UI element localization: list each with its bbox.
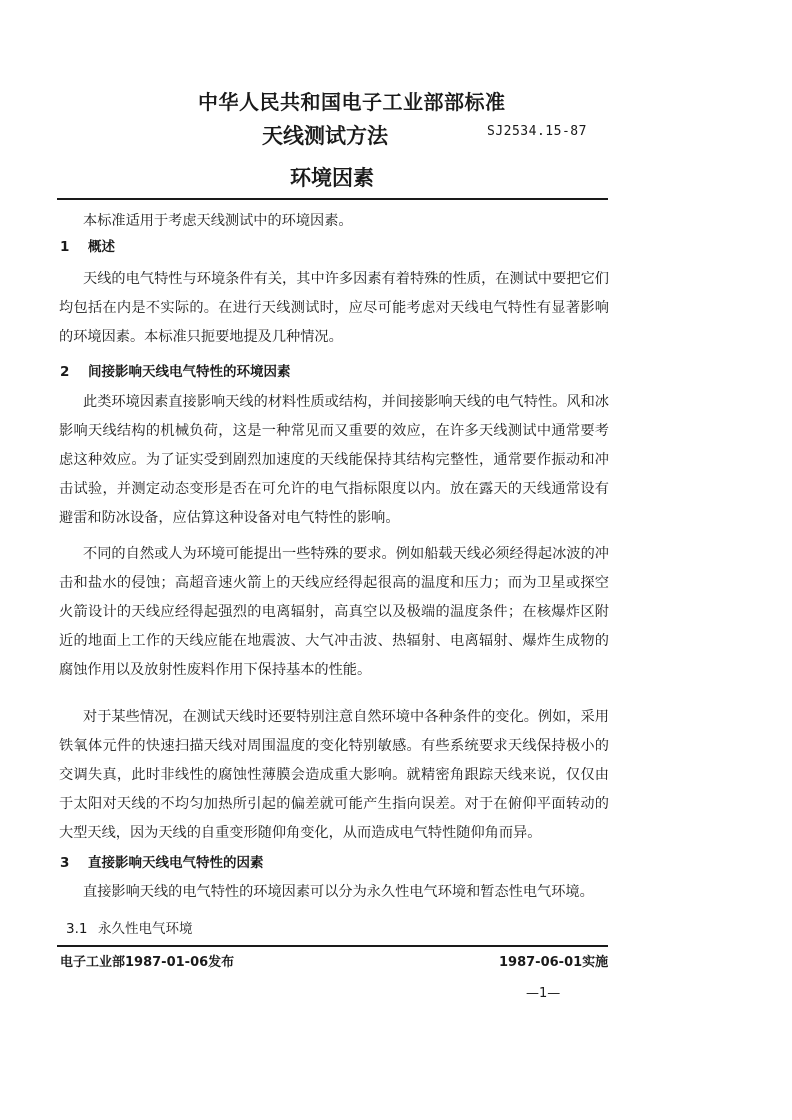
section-1-heading xyxy=(60,235,115,255)
page-number: —1— xyxy=(526,986,561,1001)
publish-date: 电子工业部1987-01-06发布 xyxy=(60,955,235,970)
effective-date: 1987-06-01实施 xyxy=(499,955,609,970)
section-3-title: 直接影响天线电气特性的因素 xyxy=(88,855,264,871)
document-subtitle: 环境因素 xyxy=(290,166,374,190)
section-2-heading xyxy=(60,360,291,380)
bottom-divider xyxy=(57,945,608,947)
section-3-heading xyxy=(60,851,264,871)
section-1-paragraph: 天线的电气特性与环境条件有关，其中许多因素有着特殊的性质，在测试中要把它们均包括在内是不实际的。在进行天线测试时，应尽可能考虑对天线电气特性有显著影响的环境因素。本标准只扼要地提及几种情况。 xyxy=(59,271,609,345)
section-1-title: 概述 xyxy=(88,239,115,255)
standard-code: SJ2534.15-87 xyxy=(487,124,587,139)
org-title: 中华人民共和国电子工业部部标准 xyxy=(198,90,506,114)
section-2-title: 间接影响天线电气特性的环境因素 xyxy=(88,364,291,380)
document-title: 天线测试方法 xyxy=(262,124,388,148)
section-2-paragraph-3: 对于某些情况，在测试天线时还要特别注意自然环境中各种条件的变化。例如，采用铁氧体元件的快速扫描天线对周围温度的变化特别敏感。有些系统要求天线保持极小的交调失真，此时非线性的腐蚀性薄膜会造成重大影响。就精密角跟踪天线来说，仅仅由于太阳对天线的不均匀加热所引起的偏差就可能产生指向误差。对于在俯仰平面转动的大型天线，因为天线的自重变形随仰角变化，从而造成电气特性随仰角而异。 xyxy=(59,709,609,841)
intro-paragraph: 本标准适用于考虑天线测试中的环境因素。 xyxy=(83,213,353,229)
section-2-number: 2 xyxy=(60,364,70,380)
section-2-paragraph-2: 不同的自然或人为环境可能提出一些特殊的要求。例如船载天线必须经得起冰波的冲击和盐水的侵蚀；高超音速火箭上的天线应经得起很高的温度和压力；而为卫星或探空火箭设计的天线应经得起强烈的电离辐射，高真空以及极端的温度条件；在核爆炸区附近的地面上工作的天线应能在地震波、大气冲击波、热辐射、电离辐射、爆炸生成物的腐蚀作用以及放射性废料作用下保持基本的性能。 xyxy=(59,546,609,678)
top-divider xyxy=(57,198,608,200)
section-3-number: 3 xyxy=(60,855,70,871)
section-3-paragraph: 直接影响天线的电气特性的环境因素可以分为永久性电气环境和暂态性电气环境。 xyxy=(83,884,594,900)
section-2-paragraph-1: 此类环境因素直接影响天线的材料性质或结构，并间接影响天线的电气特性。风和冰影响天线结构的机械负荷，这是一种常见而又重要的效应，在许多天线测试中通常要考虑这种效应。为了证实受到剧烈加速度的天线能保持其结构完整性，通常要作振动和冲击试验，并测定动态变形是否在可允许的电气指标限度以内。放在露天的天线通常设有避雷和防冰设备，应估算这种设备对电气特性的影响。 xyxy=(59,394,609,526)
subsection-3-1-heading xyxy=(66,917,193,937)
section-1-number: 1 xyxy=(60,239,70,255)
subsection-3-1-number: 3.1 xyxy=(66,921,88,937)
subsection-3-1-title: 永久性电气环境 xyxy=(98,921,193,937)
